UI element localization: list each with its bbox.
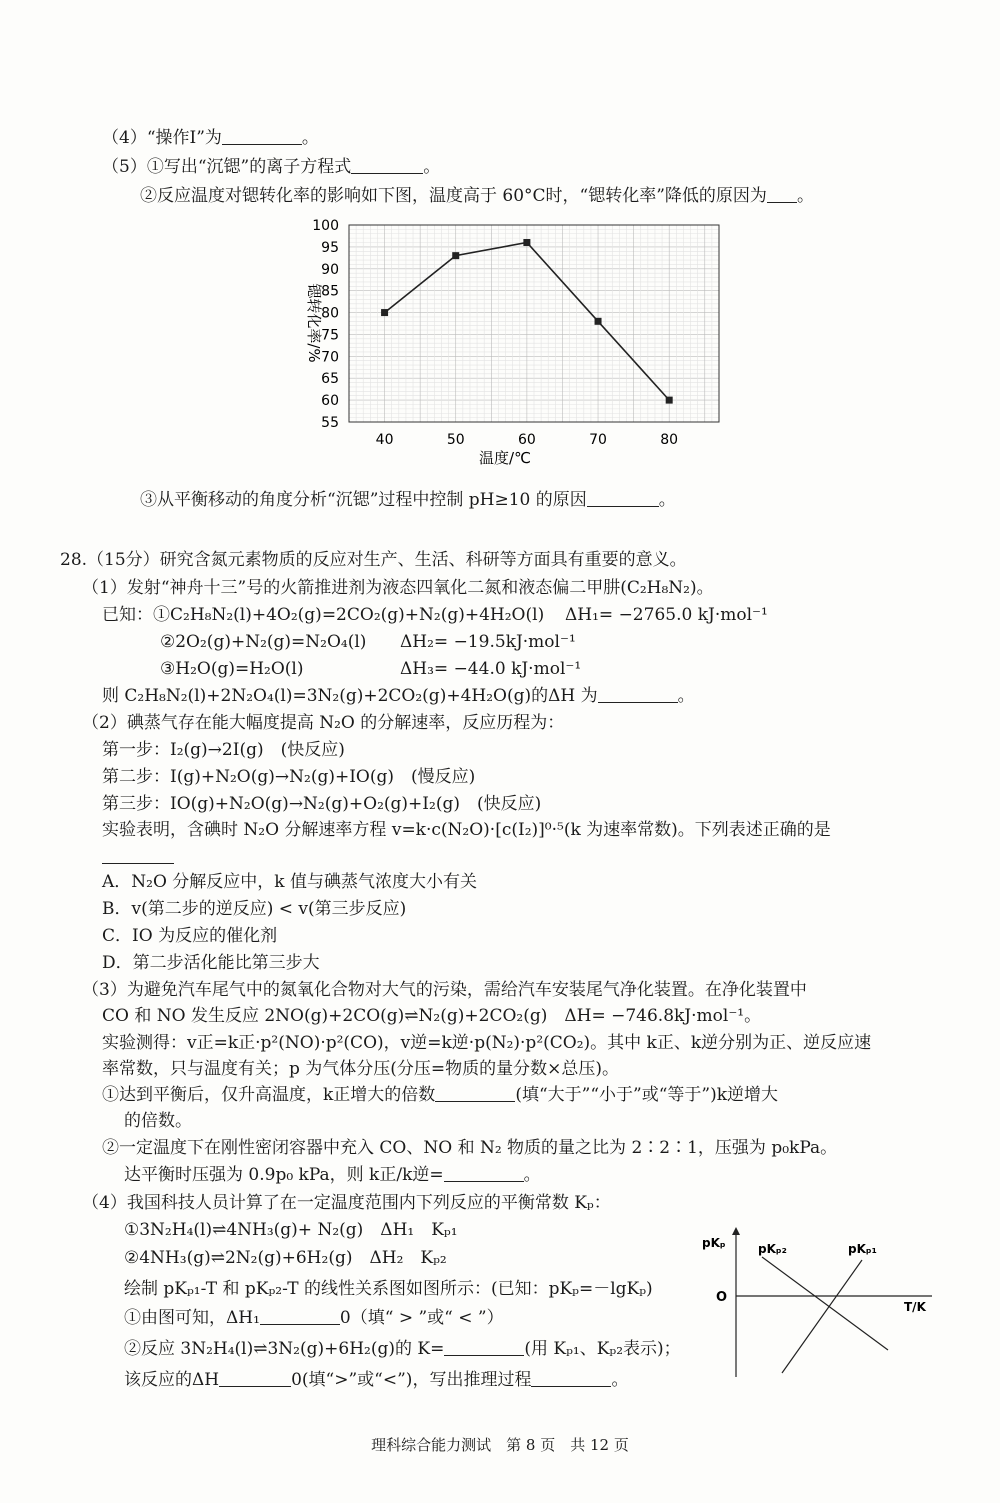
chart-grid (349, 225, 719, 422)
q28-part3-q1-tail: 的倍数。 (124, 1111, 192, 1131)
y-tick-label: 60 (321, 393, 339, 410)
answer-blank[interactable] (587, 488, 659, 507)
q27-part5-2: ②反应温度对锶转化率的影响如下图，温度高于 60°C时，“锶转化率”降低的原因为 。 (140, 186, 814, 206)
x-tick-label: 80 (660, 432, 679, 448)
x-tick-label: 60 (517, 432, 536, 448)
x-tick-label: 50 (446, 432, 465, 448)
draw-instruction: 绘制 pKₚ₁-T 和 pKₚ₂-T 的线性关系图如图所示：(已知：pKₚ=－lgKₚ) (124, 1279, 653, 1299)
answer-blank[interactable] (219, 1368, 291, 1387)
answer-blank[interactable] (351, 155, 423, 174)
strontium-conversion-chart (295, 215, 735, 470)
y-axis-arrow-icon (732, 1227, 740, 1235)
known-eq-2: ②2O₂(g)+N₂(g)=N₂O₄(l) (160, 632, 367, 652)
line-pkp1 (782, 1260, 862, 1373)
answer-blank[interactable] (444, 1337, 524, 1356)
answer-blank[interactable] (102, 845, 174, 864)
x-axis-label: 温度/℃ (479, 449, 531, 467)
answer-blank[interactable] (435, 1083, 515, 1102)
y-tick-label: 75 (321, 327, 339, 344)
q28-part2-blank (102, 845, 174, 869)
y-tick-label: 70 (321, 349, 339, 366)
data-point (452, 252, 459, 259)
data-point (523, 239, 530, 246)
line-pkp2-label: pKₚ₂ (758, 1242, 787, 1256)
q27-part5-3: ③从平衡移动的角度分析“沉锶”过程中控制 pH≥10 的原因 。 (140, 490, 676, 510)
q28-part3-q1: ①达到平衡后，仅升高温度，k正增大的倍数 (填“大于”“小于”或“等于”)k逆增大 (102, 1085, 779, 1105)
x-tick-label: 40 (375, 432, 394, 448)
reaction-2: ②4NH₃(g)⇌2N₂(g)+6H₂(g) ΔH₂ Kₚ₂ (124, 1248, 447, 1268)
known-eq-3-dh: ΔH₃= −44.0 kJ·mol⁻¹ (400, 659, 582, 679)
page-footer: 理科综合能力测试 第 8 页 共 12 页 (371, 1436, 629, 1454)
answer-blank[interactable] (531, 1368, 611, 1387)
q27-part5-1: （5）①写出“沉锶”的离子方程式 。 (102, 157, 441, 177)
data-point (595, 318, 602, 325)
q28-part4-q1: ①由图可知，ΔH₁ 0（填“ > ”或“ < ”） (124, 1308, 504, 1328)
rate-equation-text: 实验表明，含碘时 N₂O 分解速率方程 v=k·c(N₂O)·[c(I₂)]⁰·⁵(k 为速率常数)。下列表述正确的是 (102, 820, 831, 840)
x-tick-label: 70 (589, 432, 607, 448)
q28-part4-q3: 该反应的ΔH 0(填“>”或“<”)，写出推理过程 。 (124, 1370, 629, 1390)
y-axis-label: pKₚ (702, 1236, 726, 1250)
x-axis-label: T/K (904, 1300, 926, 1314)
mechanism-step-1: 第一步：I₂(g)→2I(g) (快反应) (102, 740, 345, 760)
answer-blank[interactable] (444, 1163, 524, 1182)
option-b: B．v(第二步的逆反应) < v(第三步反应) (102, 899, 407, 919)
y-tick-label: 80 (321, 305, 339, 322)
data-point (666, 397, 673, 404)
answer-blank[interactable] (598, 684, 678, 703)
known-eq-1: 已知：①C₂H₈N₂(l)+4O₂(g)=2CO₂(g)+N₂(g)+4H₂O(l) (102, 605, 545, 625)
x-tick-labels (376, 432, 678, 448)
q28-part1: （1）发射“神舟十三”号的火箭推进剂为液态四氧化二氮和液态偏二甲肼(C₂H₈N₂)。 (82, 578, 714, 598)
answer-blank[interactable] (260, 1306, 340, 1325)
known-eq-2-dh: ΔH₂= −19.5kJ·mol⁻¹ (400, 632, 576, 652)
option-a: A．N₂O 分解反应中，k 值与碘蒸气浓度大小有关 (102, 872, 478, 892)
y-tick-label: 95 (321, 239, 339, 256)
line-pkp1-label: pKₚ₁ (848, 1242, 877, 1256)
y-axis-label: 锶转化率/% (305, 283, 323, 363)
q28-part3-line4: 率常数，只与温度有关；p 为气体分压(分压=物质的量分数×总压)。 (102, 1059, 620, 1079)
answer-blank[interactable] (767, 184, 797, 203)
q28-part3-q2-answer: 达平衡时压强为 0.9p₀ kPa，则 k正/k逆= 。 (124, 1165, 541, 1185)
reaction-1: ①3N₂H₄(l)⇌4NH₃(g)+ N₂(g) ΔH₁ Kₚ₁ (124, 1220, 458, 1240)
q28-part3-line2: CO 和 NO 发生反应 2NO(g)+2CO(g)⇌N₂(g)+2CO₂(g) ΔH= −746.8kJ·mol⁻¹。 (102, 1006, 762, 1026)
mechanism-step-2: 第二步：I(g)+N₂O(g)→N₂(g)+IO(g) (慢反应) (102, 767, 476, 787)
q28-part3-q2: ②一定温度下在刚性密闭容器中充入 CO、NO 和 N₂ 物质的量之比为 2∶2∶1，压强为 p₀kPa。 (102, 1138, 838, 1158)
y-tick-label: 100 (312, 218, 339, 234)
y-tick-label: 85 (321, 283, 339, 300)
q28-part3-line1: （3）为避免汽车尾气中的氮氧化合物对大气的污染，需给汽车安装尾气净化装置。在净化装置中 (82, 980, 807, 1000)
y-tick-label: 55 (321, 415, 339, 431)
pkp-temperature-chart (700, 1225, 940, 1380)
q28-part2: （2）碘蒸气存在能大幅度提高 N₂O 的分解速率，反应历程为： (82, 713, 565, 733)
option-c: C．IO 为反应的催化剂 (102, 926, 278, 946)
option-d: D．第二步活化能比第三步大 (102, 953, 320, 973)
known-eq-3: ③H₂O(g)=H₂O(l) (160, 659, 304, 679)
target-reaction: 则 C₂H₈N₂(l)+2N₂O₄(l)=3N₂(g)+2CO₂(g)+4H₂O(g)的ΔH 为 。 (102, 686, 695, 706)
q28-part4-q2: ②反应 3N₂H₄(l)⇌3N₂(g)+6H₂(g)的 K= (用 Kₚ₁、Kₚ₂表示)； (124, 1339, 681, 1359)
mechanism-step-3: 第三步：IO(g)+N₂O(g)→N₂(g)+O₂(g)+I₂(g) (快反应) (102, 794, 542, 814)
line-pkp2 (762, 1257, 888, 1350)
q28-heading: 28.（15分）研究含氮元素物质的反应对生产、生活、科研等方面具有重要的意义。 (60, 550, 687, 570)
y-tick-label: 90 (321, 261, 339, 278)
origin-label: O (716, 1290, 728, 1305)
data-point (381, 309, 388, 316)
answer-blank[interactable] (222, 126, 302, 145)
q28-part3-line3: 实验测得：v正=k正·p²(NO)·p²(CO)，v逆=k逆·p(N₂)·p²(CO₂)。其中 k正、k逆分别为正、逆反应速 (102, 1033, 872, 1053)
y-tick-label: 65 (321, 371, 339, 388)
q27-part4: （4）“操作Ⅰ”为 。 (102, 128, 319, 148)
known-eq-1-dh: ΔH₁= −2765.0 kJ·mol⁻¹ (565, 605, 768, 625)
q28-part4: （4）我国科技人员计算了在一定温度范围内下列反应的平衡常数 Kₚ： (82, 1193, 611, 1213)
